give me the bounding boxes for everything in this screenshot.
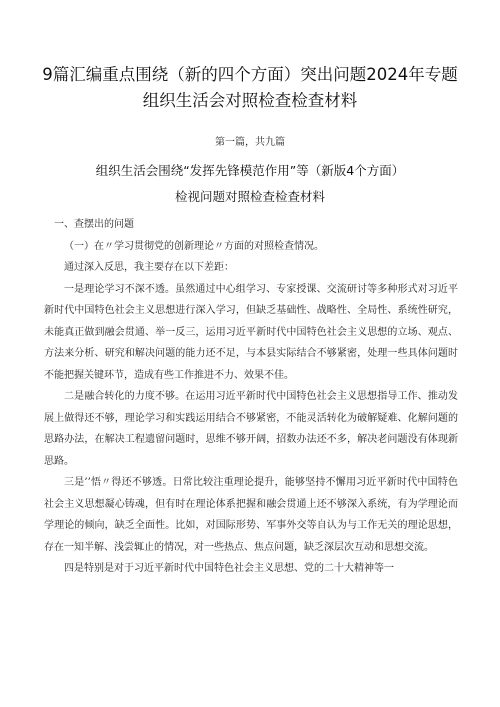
paragraph: 二是融合转化的力度不够。在运用习近平新时代中国特色社会主义思想指导工作、推动发展上做得还不够，理论学习和实践运用结合不够紧密，不能灵活转化为破解疑难、化解问题的思路办法，在解决工程遗留问题时，思维不够开阔，招数办法还不多，解决老问题没有体现新思路。 xyxy=(44,391,458,467)
paragraph: 四是特别是对于习近平新时代中国特色社会主义思想、党的二十大精神等一 xyxy=(64,563,394,574)
paragraph: 三是’’悟〃得还不够透。日常比较注重理论提升，能够坚持不懈用习近平新时代中国特色社会主义思想凝心铸魂，但有时在理论体系把握和融会贯通上还不够深入系统，有为学理论而学理论的倾向，缺乏全面性。比如，对国际形势、军事外交等自认为与工作无关的理论思想，存在一知半解、浅尝辄止的情况，对一些热点、焦点问题，缺乏深层次互动和思想交流。 xyxy=(44,477,458,553)
paragraph: 一是理论学习不深不透。虽然通过中心组学习、专家授课、交流研讨等多种形式对习近平新时代中国特色社会主义思想进行深入学习，但缺乏基础性、战略性、全局性、系统性研究，未能真正做到融会贯通、举一反三，运用习近平新时代中国特色社会主义思想的立场、观点、方法来分析、研究和解决问题的能力还不足，与本县实际结合不够紧密，处理一些具体问题时不能把握关键环节，造成有些工作推进不力、效果不佳。 xyxy=(44,283,458,381)
section-number: 第一篇，共九篇 xyxy=(215,137,285,148)
body-text xyxy=(44,214,458,580)
document-title: 9篇汇编重点围绕（新的四个方面）突出问题2024年专题组织生活会对照检查检查材料 xyxy=(42,65,458,110)
subtitle-line-2: 检视问题对照检查检查材料 xyxy=(174,189,325,204)
subtitle-line-1: 组织生活会围绕“发挥先锋模范作用”等（新版4个方面） xyxy=(95,163,405,178)
paragraph: 通过深入反思，我主要存在以下差距： xyxy=(64,262,234,273)
section-heading: 一、查摆出的问题 xyxy=(54,219,134,230)
subsection-heading: （一）在〃学习贯彻党的创新理论〃方面的对照检查情况。 xyxy=(64,240,324,252)
